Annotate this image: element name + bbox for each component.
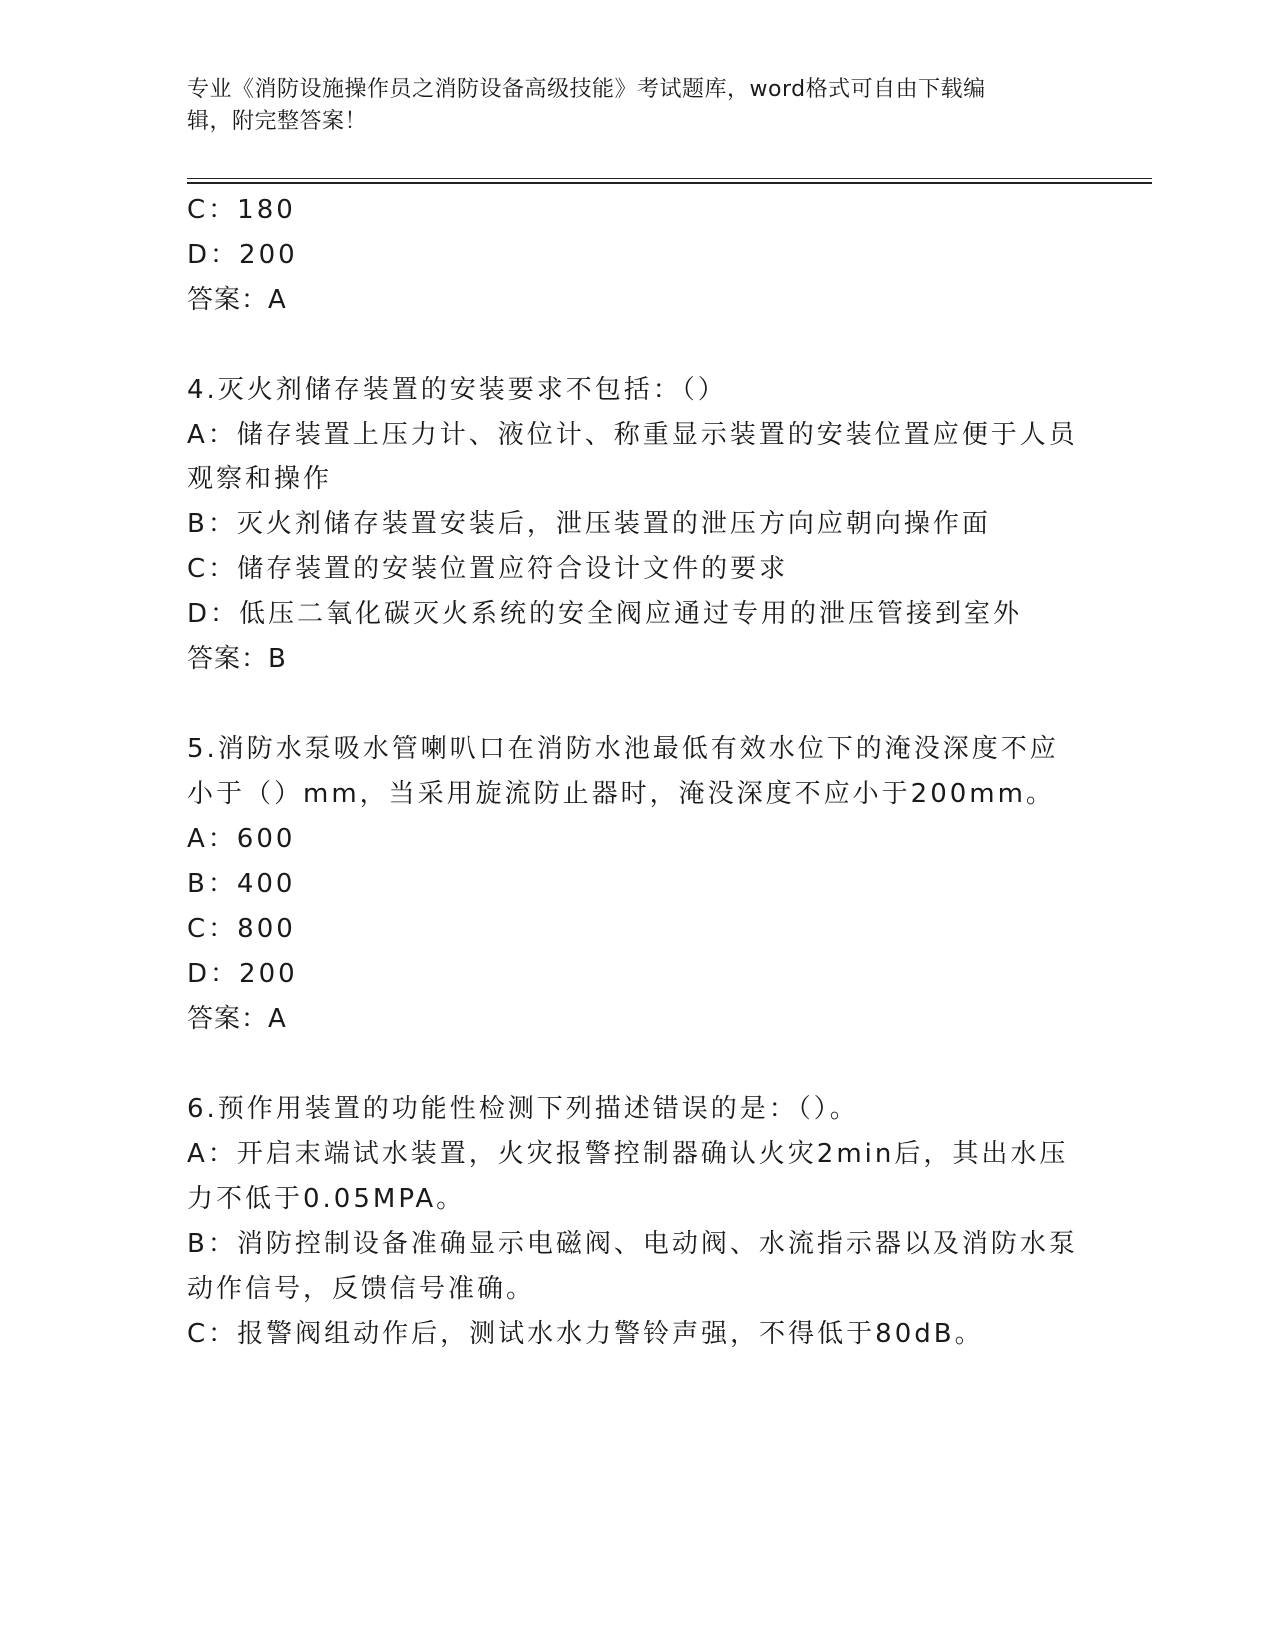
page-header — [187, 74, 1077, 138]
q4-stem: 4.灭火剂储存装置的安装要求不包括：（） — [187, 375, 727, 405]
q5-option-b: B：400 — [187, 869, 296, 899]
q6-option-a-line-1: A：开启末端试水装置，火灾报警控制器确认火灾2min后，其出水压 — [187, 1139, 1069, 1169]
q6-option-b-line-2: 动作信号，反馈信号准确。 — [187, 1274, 536, 1304]
q4-option-a-line-2: 观察和操作 — [187, 464, 333, 494]
q4-option-b: B：灭火剂储存装置安装后，泄压装置的泄压方向应朝向操作面 — [187, 509, 991, 539]
q5-option-a: A：600 — [187, 824, 296, 854]
q5-option-d: D：200 — [187, 959, 298, 989]
header-divider-thick — [187, 182, 1152, 184]
q6-option-b-line-1: B：消防控制设备准确显示电磁阀、电动阀、水流指示器以及消防水泵 — [187, 1229, 1078, 1259]
q4-option-c: C：储存装置的安装位置应符合设计文件的要求 — [187, 554, 789, 584]
q4-option-d: D：低压二氧化碳灭火系统的安全阀应通过专用的泄压管接到室外 — [187, 599, 1023, 629]
header-line-1: 专业《消防设施操作员之消防设备高级技能》考试题库，word格式可自由下载编 — [187, 77, 986, 102]
q6-option-c: C：报警阀组动作后，测试水水力警铃声强，不得低于80dB。 — [187, 1319, 984, 1349]
q5-stem-line-2: 小于（）mm，当采用旋流防止器时，淹没深度不应小于200mm。 — [187, 779, 1055, 809]
q3-option-d: D：200 — [187, 240, 298, 270]
q3-option-c: C：180 — [187, 195, 296, 225]
q4-answer: 答案：B — [187, 644, 287, 674]
q5-option-c: C：800 — [187, 914, 296, 944]
q6-option-a-line-2: 力不低于0.05MPA。 — [187, 1184, 466, 1214]
q5-stem-line-1: 5.消防水泵吸水管喇叭口在消防水池最低有效水位下的淹没深度不应 — [187, 734, 1059, 764]
q4-option-a-line-1: A：储存装置上压力计、液位计、称重显示装置的安装位置应便于人员 — [187, 420, 1078, 450]
q5-answer: 答案：A — [187, 1004, 287, 1034]
header-divider-thin — [187, 178, 1152, 179]
q3-answer: 答案：A — [187, 285, 287, 315]
header-line-2: 辑，附完整答案！ — [187, 109, 368, 134]
q6-stem: 6.预作用装置的功能性检测下列描述错误的是：（）。 — [187, 1094, 859, 1124]
